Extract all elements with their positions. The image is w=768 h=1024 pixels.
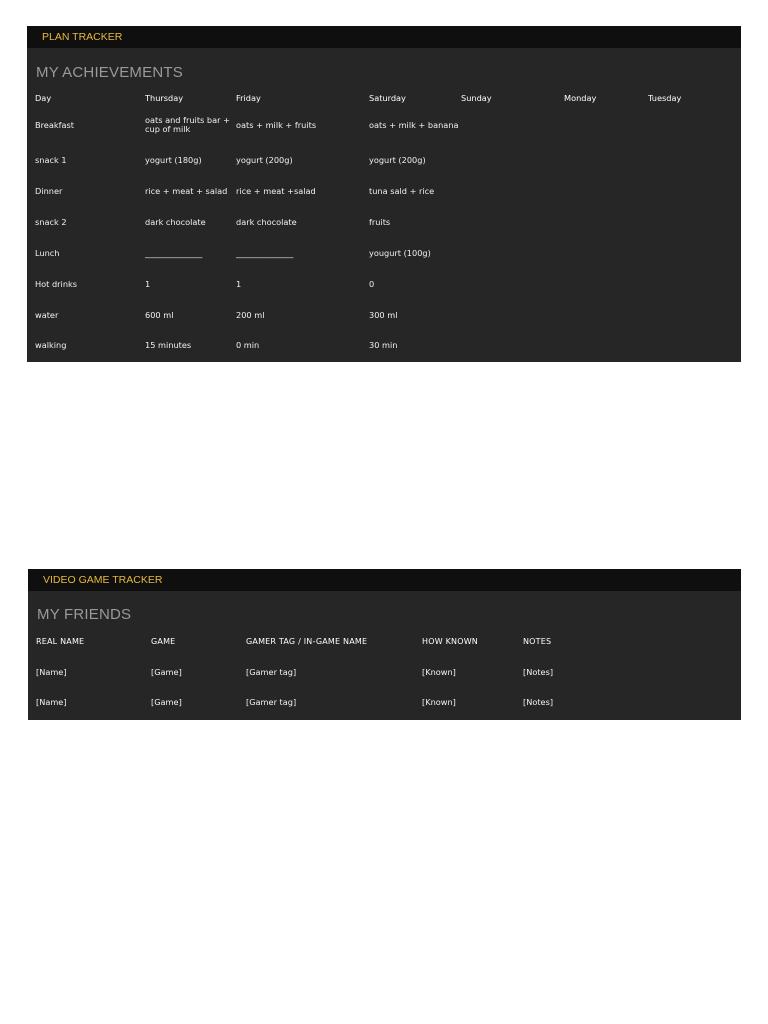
column-header: Saturday (369, 93, 406, 103)
table-cell: yogurt (180g) (145, 155, 202, 165)
table-cell: 200 ml (236, 310, 265, 320)
column-header: Sunday (461, 93, 492, 103)
table-cell: fruits (369, 217, 391, 227)
table-cell: [Notes] (523, 667, 554, 677)
row-label: snack 1 (35, 155, 67, 165)
table-cell: rice + meat + salad (145, 186, 228, 196)
table-cell: yogurt (200g) (369, 155, 426, 165)
table-cell: [Known] (422, 697, 456, 707)
table-cell: 300 ml (369, 310, 398, 320)
row-label: walking (35, 340, 67, 350)
achievements-heading: MY ACHIEVEMENTS (36, 64, 183, 81)
row-label: Lunch (35, 248, 60, 258)
table-cell: yogurt (200g) (236, 155, 293, 165)
plan-tracker-panel (27, 26, 741, 362)
table-cell: tuna sald + rice (369, 186, 435, 196)
table-cell: 0 min (236, 340, 260, 350)
row-label: Breakfast (35, 120, 74, 130)
column-header: Tuesday (648, 93, 682, 103)
table-cell: dark chocolate (236, 217, 297, 227)
table-cell: rice + meat +salad (236, 186, 316, 196)
column-header: Friday (236, 93, 261, 103)
table-cell: 30 min (369, 340, 398, 350)
column-header: GAMER TAG / IN-GAME NAME (246, 637, 368, 646)
table-cell: 1 (145, 279, 151, 289)
column-header: HOW KNOWN (422, 637, 478, 646)
table-cell: [Game] (151, 697, 182, 707)
table-cell: ______________ (145, 248, 203, 258)
column-header: REAL NAME (36, 637, 85, 646)
table-cell: [Known] (422, 667, 456, 677)
table-cell: [Name] (36, 667, 67, 677)
table-cell: [Game] (151, 667, 182, 677)
row-label: Hot drinks (35, 279, 78, 289)
table-cell: oats and fruits bar + cup of milk (145, 115, 230, 134)
column-header: GAME (151, 637, 176, 646)
table-cell: yougurt (100g) (369, 248, 431, 258)
video-game-tracker-title: VIDEO GAME TRACKER (28, 569, 741, 591)
column-header: Thursday (145, 93, 184, 103)
table-cell: 15 minutes (145, 340, 192, 350)
plan-tracker-title: PLAN TRACKER (27, 26, 741, 48)
friends-heading: MY FRIENDS (37, 606, 132, 623)
table-cell: 600 ml (145, 310, 174, 320)
column-header: NOTES (523, 637, 552, 646)
column-header: Day (35, 93, 52, 103)
row-label: snack 2 (35, 217, 67, 227)
video-game-tracker-panel (28, 569, 741, 720)
row-label: water (35, 310, 59, 320)
table-cell: [Gamer tag] (246, 697, 297, 707)
table-cell: 0 (369, 279, 375, 289)
table-cell: ______________ (236, 248, 294, 258)
table-cell: 1 (236, 279, 242, 289)
row-label: Dinner (35, 186, 63, 196)
table-cell: oats + milk + fruits (236, 120, 317, 130)
table-cell: [Gamer tag] (246, 667, 297, 677)
table-cell: dark chocolate (145, 217, 206, 227)
table-cell: oats + milk + banana (369, 120, 459, 130)
column-header: Monday (564, 93, 597, 103)
table-cell: [Name] (36, 697, 67, 707)
table-cell: [Notes] (523, 697, 554, 707)
